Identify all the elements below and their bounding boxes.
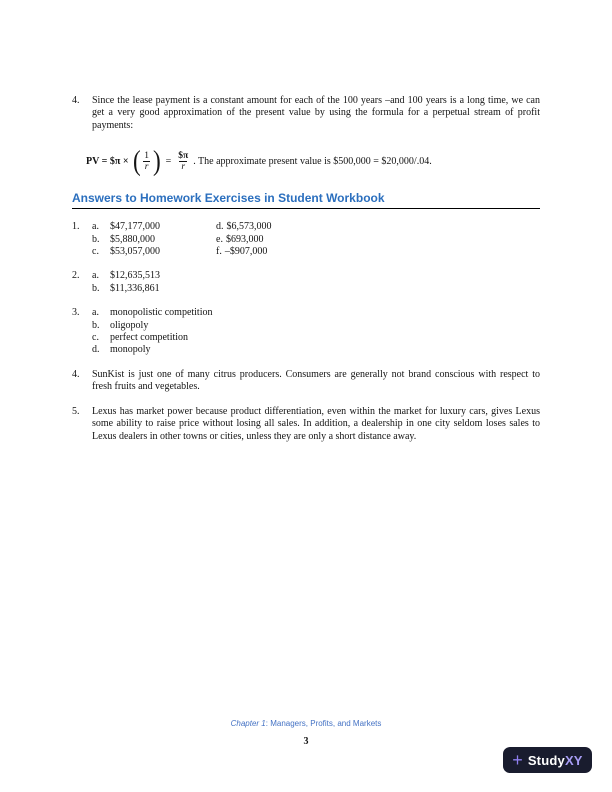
- letter-label: c.: [92, 332, 99, 344]
- answer-item-2: [72, 270, 540, 295]
- intro-item-text: Since the lease payment is a constant amount for each of the 100 years –and 100 years is a long time, we can get a very good approximation of the present value by using the formula for a perpetual stream of profit payments:: [92, 95, 540, 131]
- section-heading: Answers to Homework Exercises in Student Workbook: [72, 191, 540, 209]
- answer-value: oligopoly: [110, 319, 149, 331]
- studyxy-logo-badge[interactable]: [503, 747, 592, 773]
- answer-1-col-right: [216, 221, 540, 258]
- answer-value: perfect competition: [110, 332, 189, 344]
- letter-label: f.: [216, 246, 222, 258]
- inner-numerator: 1: [144, 150, 149, 161]
- answer-row: [92, 344, 540, 356]
- item-number: 2.: [72, 270, 80, 282]
- letter-label: d.: [216, 221, 224, 233]
- answer-row: [92, 234, 216, 246]
- answer-value: $693,000: [225, 233, 264, 245]
- answer-row: [92, 332, 540, 344]
- brand-name-accent: XY: [564, 752, 583, 768]
- item-number: 4.: [72, 368, 80, 380]
- letter-label: a.: [92, 270, 99, 282]
- answer-row: [92, 307, 540, 319]
- answer-value: –$907,000: [224, 246, 268, 258]
- item-number: 3.: [72, 307, 80, 319]
- answer-value: monopoly: [110, 344, 151, 356]
- answer-5-text: Lexus has market power because product differentiation, even within the market for luxury cars, gives Lexus some ability to raise price without losing all sales. In addition, a dealership in one city seldom loses sales to Lexus dealers in other towns or cities, unless they are only a short distance away.: [92, 405, 540, 442]
- answer-row: [92, 270, 540, 282]
- inner-fraction: [142, 151, 151, 172]
- answer-item-1: [72, 221, 540, 258]
- outer-numerator: $π: [178, 150, 189, 161]
- left-paren: (: [132, 144, 141, 177]
- answer-1-col-left: [92, 221, 216, 258]
- answer-row: [92, 283, 540, 295]
- answer-item-3: [72, 307, 540, 357]
- letter-label: a.: [92, 221, 99, 233]
- item-number: 1.: [72, 221, 80, 233]
- equals-sign: =: [165, 155, 172, 167]
- answer-4-text: SunKist is just one of many citrus producers. Consumers are generally not brand conscious with respect to fresh fruits and vegetables.: [92, 368, 540, 393]
- answer-row: [216, 221, 540, 233]
- brand-name-primary: Study: [527, 752, 565, 768]
- right-paren: ): [152, 144, 161, 177]
- letter-label: d.: [92, 344, 100, 356]
- letter-label: c.: [92, 246, 99, 258]
- answer-2-rows: [92, 270, 540, 295]
- item-number: 5.: [72, 405, 80, 417]
- answer-item-5: [72, 406, 540, 443]
- letter-label: e.: [216, 233, 223, 245]
- answer-item-4: [72, 369, 540, 394]
- letter-label: b.: [92, 233, 100, 245]
- letter-label: b.: [92, 319, 100, 331]
- answer-row: [92, 246, 216, 258]
- present-value-formula: [86, 143, 540, 179]
- page-number: 3: [303, 736, 309, 747]
- plus-icon: +: [512, 749, 523, 770]
- inner-denominator: r: [144, 161, 149, 172]
- formula-explanation: . The approximate present value is $500,000 = $20,000/.04.: [193, 155, 432, 167]
- answer-value: $53,057,000: [110, 246, 160, 258]
- answer-3-rows: [92, 307, 540, 357]
- answer-row: [216, 234, 540, 246]
- answer-row: [92, 221, 216, 233]
- formula-lhs: PV = $π ×: [86, 155, 129, 167]
- page-content: [72, 95, 540, 443]
- answer-value: $6,573,000: [226, 221, 272, 233]
- answer-value: $47,177,000: [110, 221, 160, 233]
- footer-chapter-rest: : Managers, Profits, and Markets: [265, 719, 382, 728]
- intro-item: [72, 95, 540, 132]
- item-number: 4.: [72, 95, 80, 106]
- answer-1-columns: [92, 221, 540, 258]
- answer-value: monopolistic competition: [110, 307, 213, 319]
- footer-chapter-title: [0, 719, 612, 728]
- outer-denominator: r: [181, 161, 186, 172]
- answer-row: [216, 246, 540, 258]
- answer-value: $5,880,000: [110, 233, 155, 245]
- footer-chapter-label: Chapter 1: [230, 719, 266, 728]
- outer-fraction: [176, 151, 190, 172]
- letter-label: a.: [92, 307, 99, 319]
- letter-label: b.: [92, 282, 100, 294]
- answer-value: $12,635,513: [110, 270, 160, 282]
- answer-row: [92, 320, 540, 332]
- answer-value: $11,336,861: [110, 282, 160, 294]
